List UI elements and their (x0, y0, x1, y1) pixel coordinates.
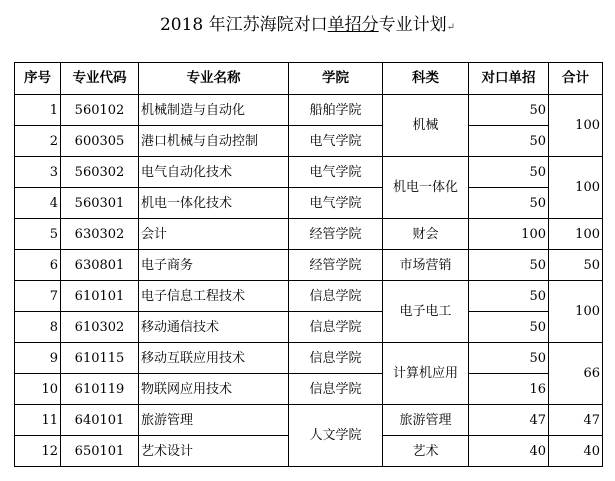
row-name: 移动通信技术 (139, 312, 289, 343)
row-no: 2 (15, 126, 61, 157)
table-row (15, 157, 603, 188)
header-code: 专业代码 (61, 63, 139, 95)
row-no: 10 (15, 374, 61, 405)
row-name: 机械制造与自动化 (139, 95, 289, 126)
category-cell: 旅游管理 (383, 405, 469, 436)
row-no: 3 (15, 157, 61, 188)
row-quota: 50 (469, 95, 549, 126)
row-code: 630302 (61, 219, 139, 250)
table-row (15, 343, 603, 374)
category-cell: 机电一体化 (383, 157, 469, 219)
row-name: 电子信息工程技术 (139, 281, 289, 312)
document-title (0, 10, 615, 35)
table-row (15, 250, 603, 281)
category-cell: 计算机应用 (383, 343, 469, 405)
row-name: 机电一体化技术 (139, 188, 289, 219)
table-row (15, 374, 603, 405)
category-cell: 市场营销 (383, 250, 469, 281)
row-quota: 100 (469, 219, 549, 250)
category-cell: 电子电工 (383, 281, 469, 343)
total-cell: 100 (549, 219, 603, 250)
enrollment-plan-table (14, 62, 603, 467)
header-quota: 对口单招 (469, 63, 549, 95)
title-text-b: 专业计划 (378, 15, 447, 35)
row-code: 560302 (61, 157, 139, 188)
row-code: 560301 (61, 188, 139, 219)
row-no: 6 (15, 250, 61, 281)
title-text-underlined: 单招分 (327, 15, 379, 35)
header-total: 合计 (549, 63, 603, 95)
title-text-a: 年江苏海院对口 (203, 15, 328, 35)
row-code: 560102 (61, 95, 139, 126)
row-college: 经管学院 (289, 250, 383, 281)
header-college: 学院 (289, 63, 383, 95)
row-code: 600305 (61, 126, 139, 157)
header-no: 序号 (15, 63, 61, 95)
total-cell: 100 (549, 157, 603, 219)
row-no: 11 (15, 405, 61, 436)
row-code: 610302 (61, 312, 139, 343)
row-quota: 50 (469, 250, 549, 281)
row-code: 640101 (61, 405, 139, 436)
table-row (15, 312, 603, 343)
header-category: 科类 (383, 63, 469, 95)
row-no: 5 (15, 219, 61, 250)
row-name: 电气自动化技术 (139, 157, 289, 188)
row-college: 信息学院 (289, 343, 383, 374)
total-cell: 100 (549, 281, 603, 343)
row-no: 8 (15, 312, 61, 343)
row-quota: 50 (469, 312, 549, 343)
row-quota: 47 (469, 405, 549, 436)
table-header-row (15, 63, 603, 95)
row-name: 旅游管理 (139, 405, 289, 436)
row-college: 信息学院 (289, 312, 383, 343)
row-college: 电气学院 (289, 157, 383, 188)
row-quota: 16 (469, 374, 549, 405)
row-no: 12 (15, 436, 61, 467)
row-no: 9 (15, 343, 61, 374)
table-row (15, 405, 603, 436)
row-college: 船舶学院 (289, 95, 383, 126)
total-cell: 100 (549, 95, 603, 157)
total-cell: 50 (549, 250, 603, 281)
row-quota: 50 (469, 188, 549, 219)
row-name: 港口机械与自动控制 (139, 126, 289, 157)
row-quota: 50 (469, 126, 549, 157)
row-no: 4 (15, 188, 61, 219)
header-name: 专业名称 (139, 63, 289, 95)
total-cell: 40 (549, 436, 603, 467)
row-college: 信息学院 (289, 281, 383, 312)
row-name: 物联网应用技术 (139, 374, 289, 405)
category-cell: 机械 (383, 95, 469, 157)
category-cell: 艺术 (383, 436, 469, 467)
row-code: 650101 (61, 436, 139, 467)
row-name: 会计 (139, 219, 289, 250)
row-code: 630801 (61, 250, 139, 281)
row-name: 艺术设计 (139, 436, 289, 467)
row-no: 1 (15, 95, 61, 126)
row-college: 经管学院 (289, 219, 383, 250)
table-row (15, 95, 603, 126)
table-row (15, 126, 603, 157)
row-code: 610119 (61, 374, 139, 405)
row-quota: 40 (469, 436, 549, 467)
row-college: 电气学院 (289, 126, 383, 157)
table-row (15, 188, 603, 219)
row-quota: 50 (469, 281, 549, 312)
row-college-merged: 人文学院 (289, 405, 383, 467)
table-row (15, 281, 603, 312)
total-cell: 47 (549, 405, 603, 436)
row-code: 610115 (61, 343, 139, 374)
row-quota: 50 (469, 343, 549, 374)
row-no: 7 (15, 281, 61, 312)
paragraph-mark-icon: ↵ (446, 22, 456, 33)
total-cell: 66 (549, 343, 603, 405)
table-row (15, 219, 603, 250)
row-code: 610101 (61, 281, 139, 312)
row-college: 电气学院 (289, 188, 383, 219)
title-year: 2018 (159, 15, 204, 35)
category-cell: 财会 (383, 219, 469, 250)
row-name: 电子商务 (139, 250, 289, 281)
row-quota: 50 (469, 157, 549, 188)
row-college: 信息学院 (289, 374, 383, 405)
row-name: 移动互联应用技术 (139, 343, 289, 374)
